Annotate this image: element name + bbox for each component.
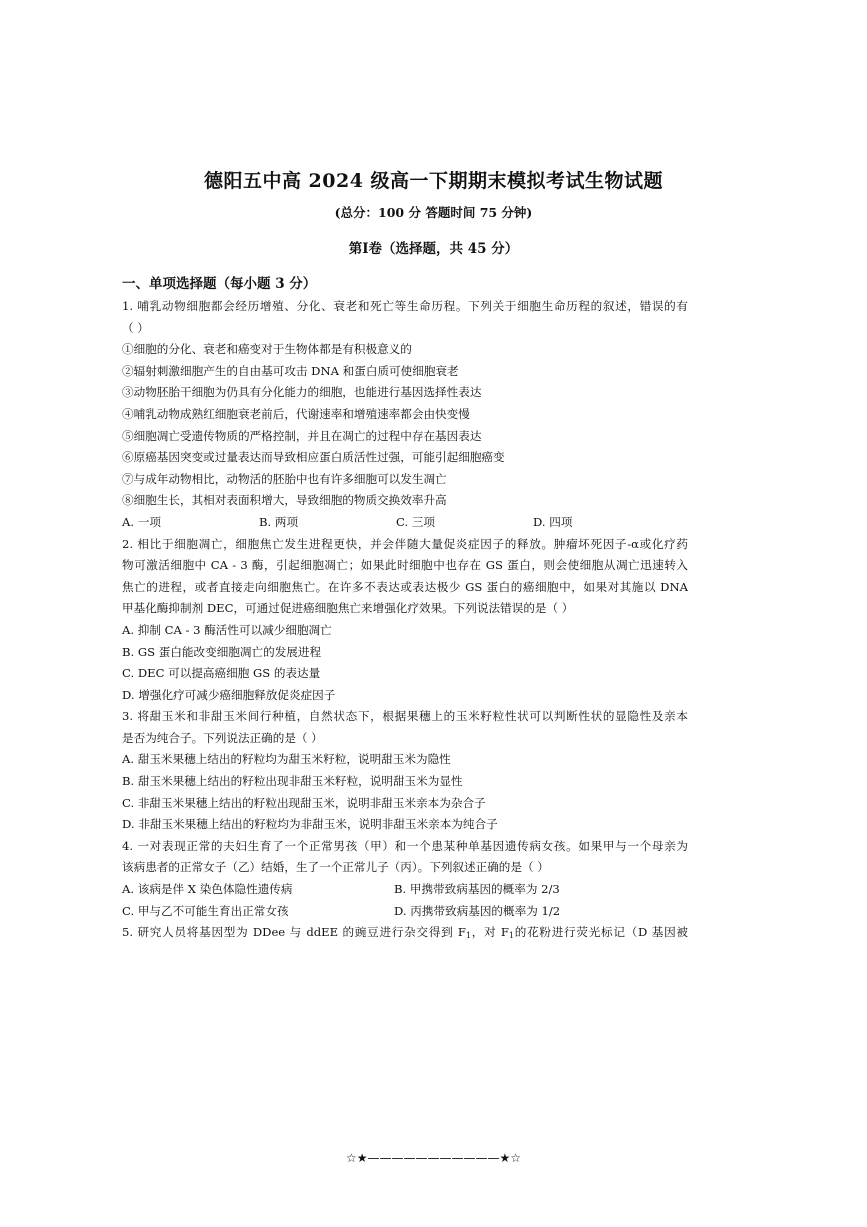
- q5-stem-part: 的花粉进行荧光标记（D 基因被: [514, 925, 688, 940]
- exam-info: (总分：100 分 答题时间 75 分钟): [334, 205, 533, 220]
- section-heading: 一、单项选择题（每小题 3 分）: [122, 276, 317, 292]
- q1-item: ⑦与成年动物相比，动物活的胚胎中也有许多细胞可以发生凋亡: [122, 471, 447, 486]
- q1-option-b: B. 两项: [259, 514, 299, 529]
- q2-stem-line: 2. 相比于细胞凋亡，细胞焦亡发生进程更快，并会伴随大量促炎症因子的释放。肿瘤坏死因子-α或化疗药: [122, 536, 688, 551]
- page-footer-ornament: ☆★———————————★☆: [345, 1151, 522, 1165]
- q1-options: [122, 512, 688, 534]
- q1-stem-line-2: （ ）: [122, 320, 149, 335]
- q5-stem-part: ，对 F: [471, 925, 509, 940]
- q4-options-row-1: [122, 879, 688, 901]
- q1-option-d: D. 四项: [533, 514, 573, 529]
- q5-subscript: 1: [508, 931, 514, 941]
- q2-stem-line: 焦亡的进程，或者直接走向细胞焦亡。在许多不表达或表达极少 GS 蛋白的癌细胞中，如果对其施以 DNA: [122, 579, 688, 594]
- q2-option-a: A. 抑制 CA - 3 酶活性可以减少细胞凋亡: [122, 622, 332, 637]
- q4-stem-line: 4. 一对表现正常的夫妇生育了一个正常男孩（甲）和一个患某种单基因遗传病女孩。如果甲与一个母亲为: [122, 838, 688, 853]
- q1-item: ②辐射刺激细胞产生的自由基可攻击 DNA 和蛋白质可使细胞衰老: [122, 363, 459, 378]
- q4-option-a: A. 该病是伴 X 染色体隐性遗传病: [122, 882, 293, 897]
- q1-item: ③动物胚胎干细胞为仍具有分化能力的细胞，也能进行基因选择性表达: [122, 385, 482, 400]
- q1-item: ⑧细胞生长，其相对表面积增大，导致细胞的物质交换效率升高: [122, 493, 447, 508]
- q1-item: ①细胞的分化、衰老和癌变对于生物体都是有积极意义的: [122, 342, 412, 357]
- q4-option-b: B. 甲携带致病基因的概率为 2/3: [394, 882, 560, 897]
- volume-heading: 第Ⅰ卷（选择题，共 45 分）: [348, 241, 519, 257]
- q2-option-b: B. GS 蛋白能改变细胞凋亡的发展进程: [122, 644, 322, 659]
- q1-item: ④哺乳动物成熟红细胞衰老前后，代谢速率和增殖速率都会由快变慢: [122, 406, 470, 421]
- page-title: 德阳五中高 2024 级高一下期期末模拟考试生物试题: [203, 170, 664, 192]
- q5-stem-part: 5. 研究人员将基因型为 DDee 与 ddEE 的豌豆进行杂交得到 F: [122, 925, 466, 940]
- q3-option-b: B. 甜玉米果穗上结出的籽粒出现非甜玉米籽粒，说明甜玉米为显性: [122, 774, 463, 789]
- q1-item: ⑤细胞凋亡受遗传物质的严格控制，并且在凋亡的过程中存在基因表达: [122, 428, 482, 443]
- q1-option-a: A. 一项: [122, 514, 161, 529]
- q1-item: ⑥原癌基因突变或过量表达而导致相应蛋白质活性过强，可能引起细胞癌变: [122, 450, 505, 465]
- q3-option-a: A. 甜玉米果穗上结出的籽粒均为甜玉米籽粒，说明甜玉米为隐性: [122, 752, 451, 767]
- question-body: [122, 296, 688, 944]
- q5-subscript: 1: [465, 931, 472, 941]
- q4-options-row-2: [122, 901, 688, 923]
- q2-stem-line: 物可激活细胞中 CA - 3 酶，引起细胞凋亡；如果此时细胞中也存在 GS 蛋白，则会使细胞从凋亡迅速转入: [122, 558, 688, 573]
- q2-stem-line: 甲基化酶抑制剂 DEC，可通过促进癌细胞焦亡来增强化疗效果。下列说法错误的是（ ）: [122, 601, 574, 616]
- q4-option-d: D. 丙携带致病基因的概率为 1/2: [394, 903, 561, 918]
- q5-stem-line: [122, 922, 688, 944]
- q1-stem-line-1: 1. 哺乳动物细胞都会经历增殖、分化、衰老和死亡等生命历程。下列关于细胞生命历程的叙述，错误的有: [122, 299, 688, 313]
- q3-option-c: C. 非甜玉米果穗上结出的籽粒出现甜玉米，说明非甜玉米亲本为杂合子: [122, 795, 486, 810]
- q2-option-c: C. DEC 可以提高癌细胞 GS 的表达量: [122, 666, 321, 681]
- q3-stem-line: 是否为纯合子。下列说法正确的是（ ）: [122, 730, 323, 745]
- q4-option-c: C. 甲与乙不可能生育出正常女孩: [122, 903, 289, 918]
- q3-stem-line: 3. 将甜玉米和非甜玉米间行种植，自然状态下，根据果穗上的玉米籽粒性状可以判断性状的显隐性及亲本: [122, 709, 688, 724]
- q1-option-c: C. 三项: [396, 514, 436, 529]
- q2-option-d: D. 增强化疗可减少癌细胞释放促炎症因子: [122, 687, 336, 702]
- q4-stem-line: 该病患者的正常女子（乙）结婚，生了一个正常儿子（丙）。下列叙述正确的是（ ）: [122, 860, 549, 875]
- q3-option-d: D. 非甜玉米果穗上结出的籽粒均为非甜玉米，说明非甜玉米亲本为纯合子: [122, 817, 498, 832]
